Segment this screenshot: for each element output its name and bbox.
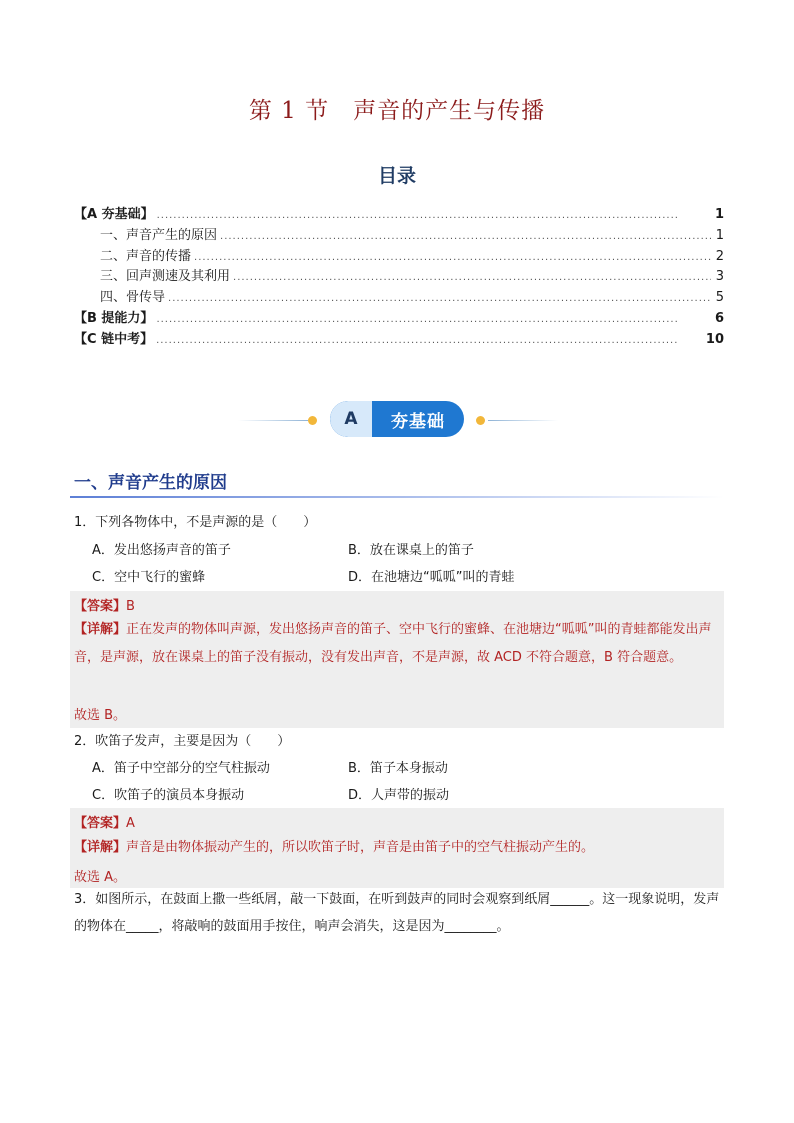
question-2-conclusion: 故选 A。 bbox=[74, 870, 127, 885]
question-3-stem: 3．如图所示，在鼓面上撒一些纸屑，敲一下鼓面，在听到鼓声的同时会观察到纸屑______。这一现象说明，发声的物体在_____，将敲响的鼓面用手按住，响声会消失，这是因为________。 bbox=[74, 892, 720, 934]
question-1-detail bbox=[74, 616, 724, 671]
toc-row[interactable] bbox=[74, 245, 724, 266]
toc-row[interactable] bbox=[74, 265, 724, 286]
toc-label: 三、回声测速及其利用 bbox=[100, 269, 231, 285]
toc-page: 2 bbox=[715, 248, 724, 264]
question-2-option-a: A．笛子中空部分的空气柱振动 bbox=[92, 761, 270, 776]
toc-row[interactable] bbox=[74, 224, 724, 245]
toc-leader bbox=[168, 293, 711, 304]
toc-page: 1 bbox=[714, 207, 724, 222]
toc-leader bbox=[220, 231, 711, 242]
toc-page: 5 bbox=[715, 290, 724, 306]
section-heading: 一、声音产生的原因 bbox=[74, 473, 227, 493]
toc-label: 四、骨传导 bbox=[100, 290, 166, 306]
question-2-option-b: B．笛子本身振动 bbox=[348, 761, 448, 776]
section-divider bbox=[70, 496, 724, 498]
banner-pill bbox=[330, 401, 464, 437]
question-1-option-b: B．放在课桌上的笛子 bbox=[348, 543, 474, 558]
toc-page: 3 bbox=[715, 269, 724, 285]
toc-label: 【A 夯基础】 bbox=[74, 207, 154, 222]
question-1-option-c: C．空中飞行的蜜蜂 bbox=[92, 570, 206, 585]
answer-value: A bbox=[126, 816, 135, 831]
toc-leader bbox=[233, 272, 711, 283]
question-2-detail bbox=[74, 834, 724, 862]
question-1-answer bbox=[74, 595, 135, 614]
banner-text: 夯基础 bbox=[391, 411, 445, 432]
page-title: 第 1 节 声音的产生与传播 bbox=[248, 98, 546, 124]
banner-dot-left bbox=[308, 416, 317, 425]
detail-text: 声音是由物体振动产生的，所以吹笛子时，声音是由笛子中的空气柱振动产生的。 bbox=[126, 840, 595, 855]
toc-page: 10 bbox=[705, 331, 724, 347]
question-2-option-c: C．吹笛子的演员本身振动 bbox=[92, 788, 245, 803]
toc-row[interactable] bbox=[74, 203, 724, 224]
banner-dot-right bbox=[476, 416, 485, 425]
question-1-option-a: A．发出悠扬声音的笛子 bbox=[92, 543, 231, 558]
toc-row[interactable] bbox=[74, 286, 724, 307]
toc-label: 【C 链中考】 bbox=[74, 331, 154, 347]
question-2-answer bbox=[74, 812, 135, 831]
detail-tag: 【详解】 bbox=[74, 622, 127, 637]
answer-tag: 【答案】 bbox=[74, 599, 127, 614]
question-1-option-d: D．在池塘边“呱呱”叫的青蛙 bbox=[348, 570, 515, 585]
banner-line-left bbox=[238, 420, 308, 421]
toc-leader bbox=[194, 252, 711, 263]
detail-tag: 【详解】 bbox=[74, 840, 127, 855]
toc-label: 一、声音产生的原因 bbox=[100, 227, 218, 243]
toc-row[interactable] bbox=[74, 307, 724, 328]
toc-label: 【B 提能力】 bbox=[74, 310, 154, 326]
banner-letter: A bbox=[330, 401, 372, 437]
question-1-conclusion: 故选 B。 bbox=[74, 708, 127, 723]
table-of-contents bbox=[74, 203, 724, 349]
section-banner bbox=[238, 401, 558, 439]
answer-tag: 【答案】 bbox=[74, 816, 127, 831]
question-1-stem: 1．下列各物体中，不是声源的是（ ） bbox=[74, 515, 317, 530]
question-2-option-d: D．人声带的振动 bbox=[348, 788, 450, 803]
toc-leader bbox=[156, 314, 679, 325]
detail-text: 正在发声的物体叫声源，发出悠扬声音的笛子、空中飞行的蜜蜂、在池塘边“呱呱”叫的青蛙都能发出声音，是声源，放在课桌上的笛子没有振动，没有发出声音，不是声源，故 ACD 不符合题意，B 符合题意。 bbox=[74, 622, 712, 665]
answer-value: B bbox=[126, 599, 135, 614]
toc-page: 6 bbox=[714, 310, 724, 326]
toc-row[interactable] bbox=[74, 328, 724, 349]
toc-page: 1 bbox=[715, 227, 724, 243]
question-2-stem: 2．吹笛子发声，主要是因为（ ） bbox=[74, 734, 291, 749]
toc-heading: 目录 bbox=[377, 165, 416, 187]
banner-line-right bbox=[488, 420, 558, 421]
toc-leader bbox=[157, 210, 679, 221]
toc-leader bbox=[156, 335, 679, 346]
toc-label: 二、声音的传播 bbox=[100, 248, 192, 264]
